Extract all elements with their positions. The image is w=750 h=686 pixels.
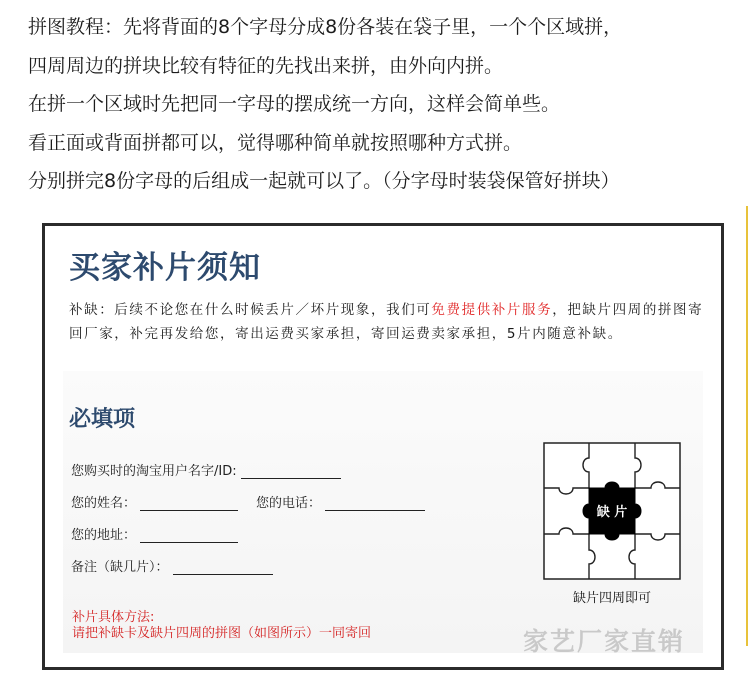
tutorial-line-3: 在拼一个区域时先把同一字母的摆成统一方向，这样会简单些。 bbox=[28, 93, 561, 115]
watermark: 家艺厂家直销 bbox=[523, 627, 686, 656]
address-label: 您的地址： bbox=[71, 528, 137, 543]
name-line[interactable] bbox=[140, 496, 238, 511]
missing-piece-label: 缺 片 bbox=[596, 505, 628, 520]
taobao-id-line[interactable] bbox=[241, 464, 341, 479]
address-line[interactable] bbox=[140, 528, 238, 543]
puzzle-caption: 缺片四周即可 bbox=[573, 591, 652, 606]
form-title: 必填项 bbox=[69, 407, 136, 432]
method-block bbox=[72, 610, 371, 642]
puzzle-diagram-icon bbox=[543, 442, 681, 580]
phone-line[interactable] bbox=[325, 496, 425, 511]
notice-suffix: ，把缺片四周的拼图寄回厂家，补完再发给您，寄出运费买家承担，寄回运费卖家承担，5片内随意补缺。 bbox=[69, 302, 704, 342]
phone-field bbox=[256, 492, 425, 511]
method-title: 补片具体方法: bbox=[72, 610, 155, 625]
notice-text bbox=[69, 298, 709, 346]
card-title: 买家补片须知 bbox=[69, 250, 261, 286]
method-text: 请把补缺卡及缺片四周的拼图（如图所示）一同寄回 bbox=[72, 626, 372, 641]
remark-line[interactable] bbox=[173, 560, 273, 575]
taobao-id-field bbox=[71, 460, 341, 479]
name-field bbox=[71, 492, 238, 511]
tutorial-line-5: 分别拼完8份字母的后组成一起就可以了。（分字母时装袋保管好拼块） bbox=[28, 170, 620, 192]
tutorial-line-4: 看正面或背面拼都可以，觉得哪种简单就按照哪种方式拼。 bbox=[28, 131, 523, 154]
tutorial-line-1: 拼图教程：先将背面的8个字母分成8份各装在袋子里，一个个区域拼， bbox=[28, 16, 623, 38]
phone-label: 您的电话： bbox=[256, 496, 322, 511]
remark-label: 备注（缺几片）： bbox=[71, 560, 169, 575]
address-field bbox=[71, 524, 238, 543]
remark-field bbox=[71, 556, 273, 575]
replacement-card bbox=[42, 223, 724, 670]
taobao-id-label: 您购买时的淘宝用户名字/ID: bbox=[71, 464, 237, 479]
tutorial-text bbox=[28, 8, 748, 201]
edge-divider bbox=[746, 206, 748, 646]
name-label: 您的姓名： bbox=[71, 496, 137, 511]
tutorial-line-2: 四周周边的拼块比较有特征的先找出来拼，由外向内拼。 bbox=[28, 54, 504, 77]
notice-prefix: 补缺：后续不论您在什么时候丢片／坏片现象，我们可 bbox=[69, 302, 432, 318]
free-service-highlight: 免费提供补片服务 bbox=[431, 302, 553, 318]
